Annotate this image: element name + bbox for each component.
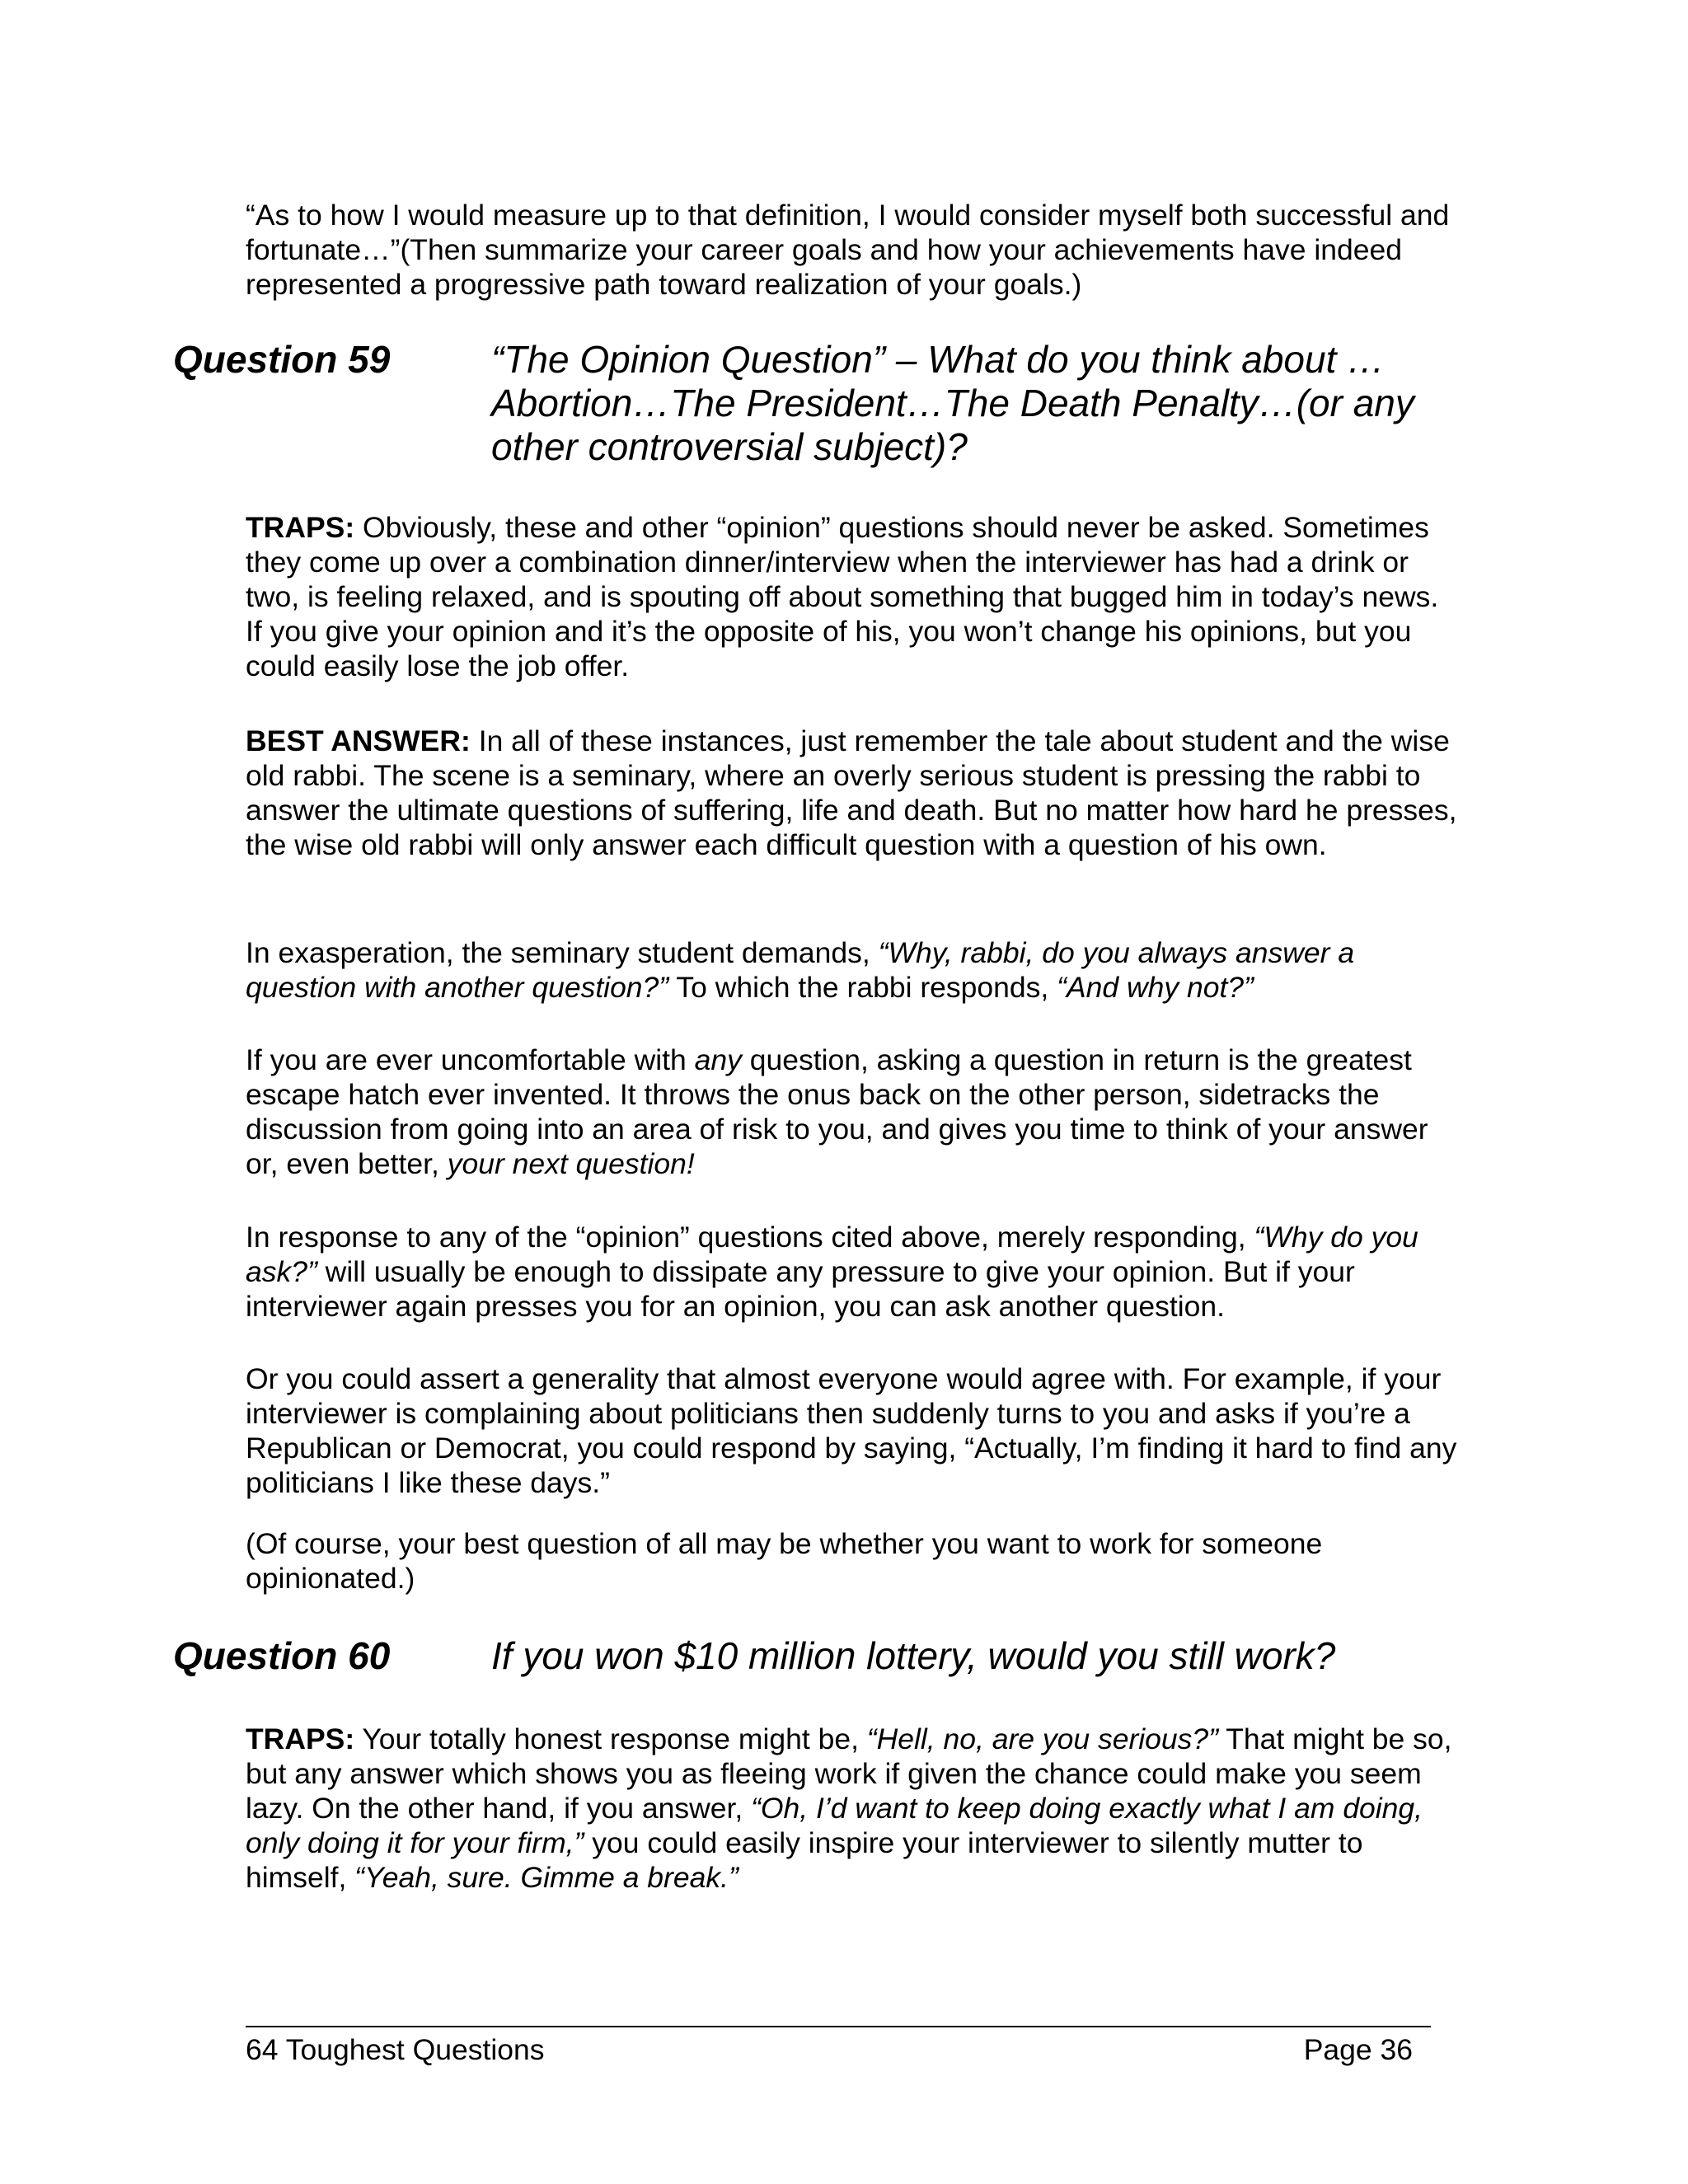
question-59-title: “The Opinion Question” – What do you think about … Abortion…The President…The Death Penalty…(or any other controversial subject)? [491, 338, 1414, 468]
uncomfortable-text-2: question, asking a question in return is the greatest escape hatch ever invented. It throws the onus back on the other person, sidetracks the discussion from going into an area of risk to you, and gives you time to think of your answer or, even better, [246, 1043, 1428, 1180]
intro-paragraph: “As to how I would measure up to that definition, I would consider myself both successful and fortunate…”(Then summarize your career goals and how your achievements have indeed represented a progressive path toward realization of your goals.) [246, 199, 1450, 301]
assert-generality-paragraph: Or you could assert a generality that almost everyone would agree with. For example, if your interviewer is complaining about politicians then suddenly turns to you and asks if you’re a Republican or Democrat, you could respond by saying, “Actually, I’m finding it hard to find any politicians I like these days.” [246, 1362, 1457, 1499]
footer-title: 64 Toughest Questions [246, 2033, 545, 2066]
q60-traps-text-3: you could easily inspire your interviewer to silently mutter to himself, [246, 1826, 1363, 1894]
q60-traps-label: TRAPS: [246, 1722, 355, 1755]
exasperation-paragraph [246, 935, 1457, 1005]
response-paragraph [246, 1220, 1457, 1324]
uncomfortable-paragraph [246, 1043, 1457, 1181]
response-text: In response to any of the “opinion” questions cited above, merely responding, [246, 1221, 1254, 1254]
uncomfortable-text: If you are ever uncomfortable with [246, 1043, 695, 1076]
footer-divider [246, 2026, 1431, 2027]
q60-traps-text: Your totally honest response might be, [354, 1722, 867, 1755]
question-60-label: Question 60 [173, 1634, 391, 1677]
best-answer-label: BEST ANSWER: [246, 724, 471, 757]
exasperation-text-2: To which the rabbi responds, [668, 971, 1057, 1004]
hell-no-quote: “Hell, no, are you serious?” [866, 1722, 1218, 1755]
question-60-title: If you won $10 million lottery, would you still work? [491, 1634, 1336, 1677]
keep-doing-quote: “Oh, I’d want to keep doing exactly what I am doing, only doing it for your firm,” [246, 1792, 1423, 1859]
student-quote: “Why, rabbi, do you always answer a question with another question?” [246, 936, 1355, 1004]
q59-traps-paragraph [246, 510, 1457, 683]
why-do-you-ask-quote: “Why do you ask?” [246, 1221, 1418, 1288]
emphasis-any: any [694, 1043, 742, 1076]
footer-page-number: Page 36 [1303, 2033, 1413, 2066]
traps-text: Obviously, these and other “opinion” questions should never be asked. Sometimes they come up over a combination dinner/interview when the interviewer has had a drink or two, is feeling relaxed, and is spouting off about something that bugged him in today’s news. If you give your opinion and it’s the opposite of his, you won’t change his opinions, but you could easily lose the job offer. [246, 511, 1439, 682]
q59-best-answer-paragraph [246, 724, 1457, 862]
question-59-label: Question 59 [173, 338, 391, 381]
traps-label: TRAPS: [246, 511, 355, 544]
exasperation-text: In exasperation, the seminary student demands, [246, 936, 879, 969]
emphasis-next-question: your next question! [447, 1147, 695, 1180]
best-answer-text: In all of these instances, just remember the tale about student and the wise old rabbi. The scene is a seminary, where an overly serious student is pressing the rabbi to answer the ultimate questions of suffering, life and death. But no matter how hard he presses, the wise old rabbi will only answer each difficult question with a question of his own. [246, 724, 1457, 861]
of-course-paragraph: (Of course, your best question of all may be whether you want to work for someone opinionated.) [246, 1527, 1323, 1595]
rabbi-quote: “And why not?” [1057, 971, 1254, 1004]
q60-traps-paragraph [246, 1722, 1457, 1895]
q60-traps-text-2: That might be so, but any answer which shows you as fleeing work if given the chance could make you seem lazy. On the other hand, if you answer, [246, 1722, 1452, 1825]
response-text-2: will usually be enough to dissipate any pressure to give your opinion. But if your interviewer again presses you for an opinion, you can ask another question. [246, 1255, 1355, 1323]
gimme-a-break-quote: “Yeah, sure. Gimme a break.” [354, 1861, 738, 1894]
